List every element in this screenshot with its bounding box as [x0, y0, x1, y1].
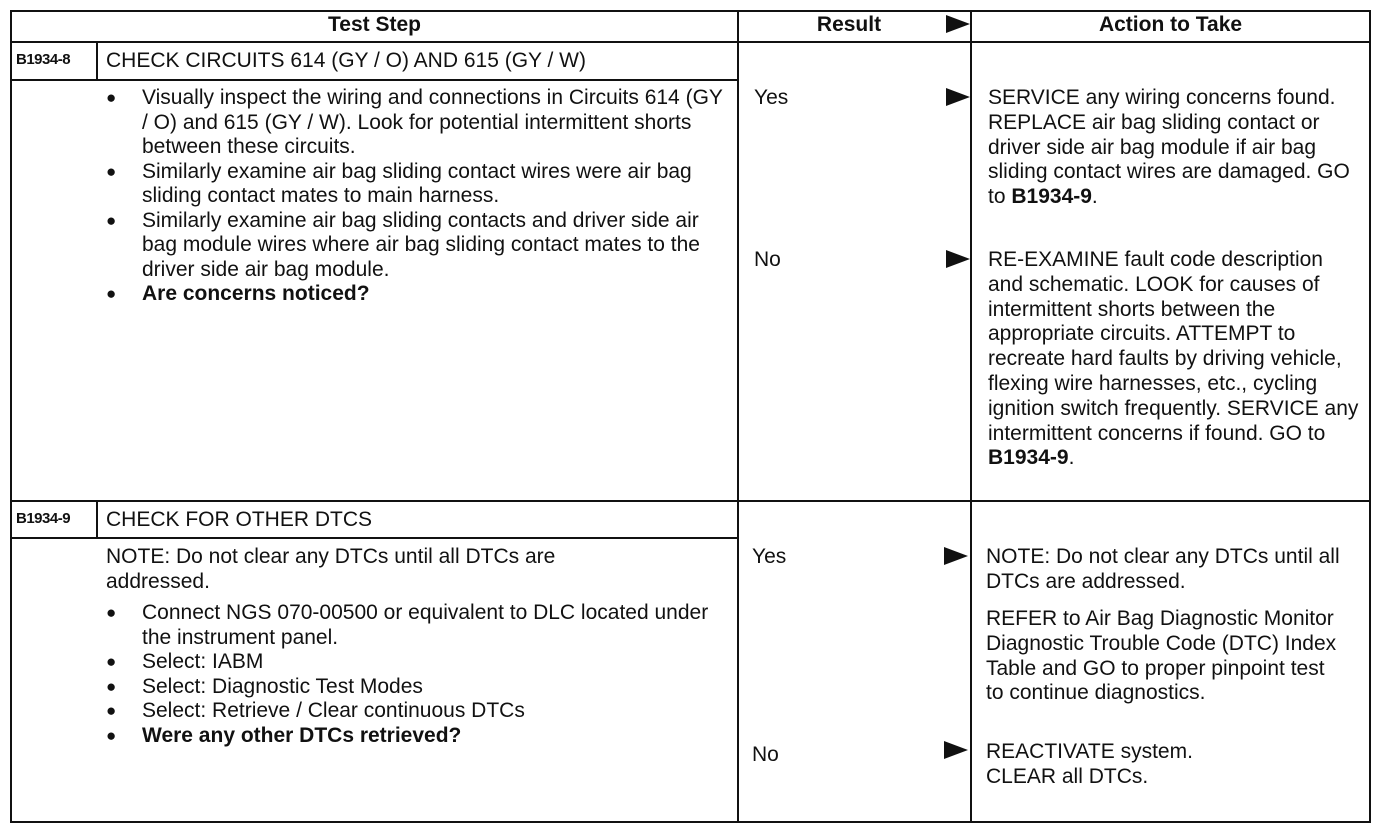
step8-title: CHECK CIRCUITS 614 (GY / O) AND 615 (GY / W): [106, 49, 586, 72]
list-item: ● Connect NGS 070-00500 or equivalent to DLC located under the instrument panel.: [106, 601, 726, 650]
step9-action-no: REACTIVATE system. CLEAR all DTCs.: [986, 740, 1193, 788]
border-bottom: [10, 821, 1371, 823]
col-divider-action: [970, 10, 972, 823]
step9-title: CHECK FOR OTHER DTCS: [106, 508, 373, 531]
list-item: ● Similarly examine air bag sliding contact wires were air bag sliding contact mates to main harness.: [106, 160, 726, 209]
step9-bullet-list: [106, 601, 726, 748]
list-item: ● Similarly examine air bag sliding contacts and driver side air bag module wires where air bag sliding contact mates to the driver side air bag module.: [106, 209, 726, 283]
list-item: ● Are concerns noticed?: [106, 282, 726, 307]
header-result: Result: [816, 13, 882, 36]
step9-code-divider: [96, 500, 98, 539]
border-right: [1369, 10, 1371, 823]
step8-code-divider: [96, 41, 98, 80]
list-item: ● Select: IABM: [106, 650, 726, 675]
arrow-icon: [944, 741, 968, 759]
step8-action-yes: SERVICE any wiring concerns found. REPLACE air bag sliding contact or driver side air bag module if air bag sliding contact wires are damaged. GO to B1934-9.: [988, 86, 1350, 209]
header-divider: [10, 41, 1371, 43]
step9-action-note: NOTE: Do not clear any DTCs until all DTCs are addressed.: [986, 545, 1340, 593]
border-left: [10, 10, 12, 823]
list-item: ● Visually inspect the wiring and connections in Circuits 614 (GY / O) and 615 (GY / W). Look for potential intermittent shorts between these circuits.: [106, 86, 726, 160]
step8-bullet-list: [106, 86, 726, 307]
step8-title-underline: [10, 79, 737, 81]
header-test-step: Test Step: [328, 13, 421, 36]
step9-title-underline: [10, 537, 737, 539]
arrow-icon: [946, 88, 970, 106]
arrow-icon: [944, 547, 968, 565]
step8-code: B1934-8: [16, 51, 71, 68]
step9-result-yes: Yes: [752, 545, 787, 568]
step8-result-yes: Yes: [754, 86, 789, 109]
header-action: Action to Take: [1098, 13, 1243, 36]
step8-result-no: No: [754, 248, 781, 271]
step8-action-no: RE-EXAMINE fault code description and schematic. LOOK for causes of intermittent shorts between the appropriate circuits. ATTEMPT to recreate hard faults by driving vehicle, flexing wire harnesses, etc., cycling ignition switch frequently. SERVICE any intermittent concerns if found. GO to B1934-9.: [988, 248, 1359, 470]
step9-note: NOTE: Do not clear any DTCs until all DTCs are addressed.: [106, 545, 556, 593]
col-divider-result: [737, 10, 739, 823]
step9-action-yes: REFER to Air Bag Diagnostic Monitor Diagnostic Trouble Code (DTC) Index Table and GO to proper pinpoint test to continue diagnostics.: [986, 607, 1337, 705]
step9-code: B1934-9: [16, 510, 71, 527]
list-item: ● Select: Diagnostic Test Modes: [106, 675, 726, 700]
step9-result-no: No: [752, 743, 779, 766]
list-item: ● Select: Retrieve / Clear continuous DTCs: [106, 699, 726, 724]
arrow-icon: [946, 250, 970, 268]
list-item: ● Were any other DTCs retrieved?: [106, 724, 726, 749]
header-arrow-icon: [946, 15, 970, 33]
step-divider: [10, 500, 1371, 502]
